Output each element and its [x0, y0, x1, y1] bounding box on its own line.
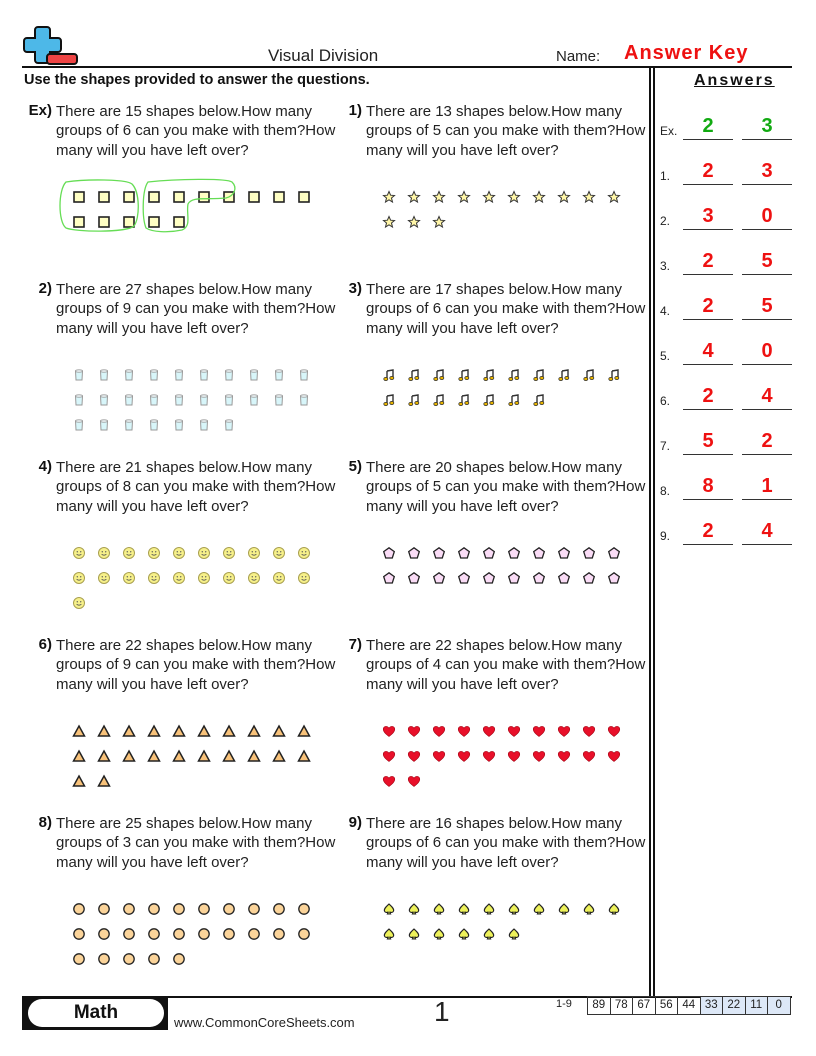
answers-title: Answers: [694, 72, 775, 89]
answer-row: [660, 155, 800, 185]
circle-icon: [116, 896, 141, 921]
music-note-icon: [576, 362, 601, 387]
answer-groups: 8: [683, 473, 733, 500]
spade-icon: [526, 896, 551, 921]
circle-icon: [66, 921, 91, 946]
answer-label: 4.: [660, 304, 671, 318]
answer-row: [660, 335, 800, 365]
triangle-icon: [66, 768, 91, 793]
answer-left-over: 5: [742, 248, 792, 275]
smiley-icon: [216, 540, 241, 565]
heart-icon: [551, 718, 576, 743]
triangle-icon: [91, 768, 116, 793]
answer-label: 2.: [660, 214, 671, 228]
group-outline: [56, 178, 266, 234]
answer-row: [660, 245, 800, 275]
circle-icon: [66, 946, 91, 971]
smiley-icon: [266, 565, 291, 590]
heart-icon: [576, 743, 601, 768]
cup-icon: [241, 362, 266, 387]
answer-left-over: 0: [742, 203, 792, 230]
triangle-icon: [241, 743, 266, 768]
spade-icon: [576, 896, 601, 921]
spade-icon: [601, 896, 626, 921]
spade-icon: [426, 896, 451, 921]
score-cell: 44: [678, 997, 701, 1014]
shape-grid: [66, 362, 326, 437]
smiley-icon: [291, 565, 316, 590]
pentagon-icon: [576, 540, 601, 565]
answer-left-over: 3: [742, 113, 792, 140]
heart-icon: [501, 743, 526, 768]
answer-label: 1.: [660, 169, 671, 183]
heart-icon: [551, 743, 576, 768]
music-note-icon: [526, 387, 551, 412]
pentagon-icon: [401, 565, 426, 590]
cup-icon: [266, 362, 291, 387]
star-icon: [451, 184, 476, 209]
heart-icon: [476, 718, 501, 743]
shape-grid: [376, 184, 636, 234]
smiley-icon: [191, 540, 216, 565]
music-note-icon: [476, 362, 501, 387]
music-note-icon: [376, 387, 401, 412]
cup-icon: [166, 387, 191, 412]
question-text: There are 17 shapes below.How many groups of 6 can you make with them?How many will you have left over?: [366, 281, 646, 337]
circle-icon: [216, 921, 241, 946]
pentagon-icon: [551, 565, 576, 590]
answer-label: 6.: [660, 394, 671, 408]
score-cell: 56: [656, 997, 679, 1014]
pentagon-icon: [476, 540, 501, 565]
question-text: There are 22 shapes below.How many groups of 9 can you make with them?How many will you have left over?: [56, 637, 336, 693]
cup-icon: [91, 362, 116, 387]
music-note-icon: [451, 362, 476, 387]
spade-icon: [426, 921, 451, 946]
smiley-icon: [141, 540, 166, 565]
heart-icon: [401, 768, 426, 793]
answer-left-over: 1: [742, 473, 792, 500]
spade-icon: [376, 896, 401, 921]
cup-icon: [216, 387, 241, 412]
triangle-icon: [291, 743, 316, 768]
heart-icon: [401, 718, 426, 743]
smiley-icon: [116, 565, 141, 590]
star-icon: [426, 184, 451, 209]
score-range-label: 1-9: [556, 998, 572, 1010]
music-note-icon: [376, 362, 401, 387]
triangle-icon: [216, 743, 241, 768]
smiley-icon: [291, 540, 316, 565]
answer-groups: 2: [683, 383, 733, 410]
score-cell: 0: [768, 997, 791, 1014]
answer-row: [660, 425, 800, 455]
answer-left-over: 5: [742, 293, 792, 320]
triangle-icon: [166, 718, 191, 743]
answer-left-over: 0: [742, 338, 792, 365]
triangle-icon: [116, 718, 141, 743]
spade-icon: [451, 896, 476, 921]
smiley-icon: [191, 565, 216, 590]
answer-groups: 4: [683, 338, 733, 365]
pentagon-icon: [601, 565, 626, 590]
circle-icon: [141, 946, 166, 971]
smiley-icon: [216, 565, 241, 590]
answer-label: 9.: [660, 529, 671, 543]
cup-icon: [91, 412, 116, 437]
cup-icon: [216, 412, 241, 437]
plus-minus-logo-icon: [22, 25, 80, 67]
smiley-icon: [166, 565, 191, 590]
smiley-icon: [166, 540, 191, 565]
score-cell: 22: [723, 997, 746, 1014]
music-note-icon: [401, 362, 426, 387]
score-table: [587, 996, 791, 1015]
cup-icon: [191, 362, 216, 387]
heart-icon: [476, 743, 501, 768]
triangle-icon: [66, 718, 91, 743]
pentagon-icon: [501, 565, 526, 590]
music-note-icon: [601, 362, 626, 387]
question-number: Ex): [28, 102, 52, 119]
circle-icon: [91, 896, 116, 921]
question-text: There are 21 shapes below.How many groups of 8 can you make with them?How many will you have left over?: [56, 459, 336, 515]
page-number: 1: [434, 996, 450, 1027]
worksheet-title: Visual Division: [268, 46, 379, 65]
name-label: Name:: [556, 48, 601, 65]
cup-icon: [116, 412, 141, 437]
triangle-icon: [141, 718, 166, 743]
smiley-icon: [116, 540, 141, 565]
answer-label: 3.: [660, 259, 671, 273]
star-icon: [401, 184, 426, 209]
answer-left-over: 2: [742, 428, 792, 455]
spade-icon: [451, 921, 476, 946]
pentagon-icon: [551, 540, 576, 565]
cup-icon: [66, 387, 91, 412]
pentagon-icon: [401, 540, 426, 565]
circle-icon: [241, 921, 266, 946]
question-text: There are 13 shapes below.How many groups of 5 can you make with them?How many will you have left over?: [366, 103, 646, 159]
triangle-icon: [141, 743, 166, 768]
star-icon: [576, 184, 601, 209]
triangle-icon: [266, 743, 291, 768]
pentagon-icon: [476, 565, 501, 590]
circle-icon: [291, 896, 316, 921]
circle-icon: [166, 946, 191, 971]
pentagon-icon: [376, 565, 401, 590]
name-value: Answer Key: [624, 42, 749, 64]
question-number: 8): [38, 814, 52, 831]
cup-icon: [291, 362, 316, 387]
shape-grid: [66, 540, 326, 615]
square-icon: [291, 184, 316, 209]
smiley-icon: [266, 540, 291, 565]
triangle-icon: [91, 718, 116, 743]
star-icon: [376, 209, 401, 234]
triangle-icon: [241, 718, 266, 743]
heart-icon: [376, 718, 401, 743]
star-icon: [376, 184, 401, 209]
heart-icon: [526, 743, 551, 768]
cup-icon: [116, 387, 141, 412]
triangle-icon: [216, 718, 241, 743]
instructions: Use the shapes provided to answer the questions.: [24, 72, 370, 88]
circle-icon: [216, 896, 241, 921]
score-cell: 33: [701, 997, 724, 1014]
smiley-icon: [91, 565, 116, 590]
spade-icon: [476, 921, 501, 946]
heart-icon: [576, 718, 601, 743]
pentagon-icon: [501, 540, 526, 565]
cup-icon: [91, 387, 116, 412]
triangle-icon: [66, 743, 91, 768]
answer-row: [660, 200, 800, 230]
circle-icon: [66, 896, 91, 921]
pentagon-icon: [576, 565, 601, 590]
spade-icon: [376, 921, 401, 946]
circle-icon: [166, 896, 191, 921]
star-icon: [501, 184, 526, 209]
circle-icon: [91, 921, 116, 946]
triangle-icon: [191, 743, 216, 768]
question-number: 7): [348, 636, 362, 653]
music-note-icon: [501, 387, 526, 412]
circle-icon: [266, 896, 291, 921]
answer-row: [660, 380, 800, 410]
smiley-icon: [241, 540, 266, 565]
answer-row: [660, 290, 800, 320]
spade-icon: [401, 896, 426, 921]
answers-divider-inner: [653, 67, 655, 997]
answer-groups: 5: [683, 428, 733, 455]
question-number: 3): [348, 280, 362, 297]
star-icon: [426, 209, 451, 234]
score-cell: 78: [611, 997, 634, 1014]
heart-icon: [451, 743, 476, 768]
triangle-icon: [266, 718, 291, 743]
cup-icon: [266, 387, 291, 412]
shape-grid: [376, 718, 636, 793]
answer-row: [660, 515, 800, 545]
heart-icon: [526, 718, 551, 743]
circle-icon: [116, 921, 141, 946]
heart-icon: [601, 743, 626, 768]
cup-icon: [241, 387, 266, 412]
header-divider: [22, 66, 792, 68]
cup-icon: [166, 362, 191, 387]
circle-icon: [191, 921, 216, 946]
cup-icon: [141, 412, 166, 437]
question-text: There are 27 shapes below.How many groups of 9 can you make with them?How many will you have left over?: [56, 281, 336, 337]
heart-icon: [601, 718, 626, 743]
triangle-icon: [116, 743, 141, 768]
triangle-icon: [191, 718, 216, 743]
question-text: There are 16 shapes below.How many groups of 6 can you make with them?How many will you have left over?: [366, 815, 646, 871]
star-icon: [551, 184, 576, 209]
smiley-icon: [141, 565, 166, 590]
pentagon-icon: [601, 540, 626, 565]
star-icon: [526, 184, 551, 209]
pentagon-icon: [376, 540, 401, 565]
triangle-icon: [166, 743, 191, 768]
spade-icon: [551, 896, 576, 921]
music-note-icon: [426, 362, 451, 387]
cup-icon: [166, 412, 191, 437]
answer-groups: 2: [683, 293, 733, 320]
smiley-icon: [66, 540, 91, 565]
shape-grid: [376, 896, 636, 946]
question-number: 6): [38, 636, 52, 653]
pentagon-icon: [451, 540, 476, 565]
answer-groups: 2: [683, 248, 733, 275]
answer-label: 8.: [660, 484, 671, 498]
heart-icon: [426, 743, 451, 768]
spade-icon: [401, 921, 426, 946]
music-note-icon: [476, 387, 501, 412]
question-text: There are 22 shapes below.How many groups of 4 can you make with them?How many will you have left over?: [366, 637, 646, 693]
pentagon-icon: [426, 540, 451, 565]
pentagon-icon: [526, 540, 551, 565]
pentagon-icon: [451, 565, 476, 590]
question-number: 2): [38, 280, 52, 297]
circle-icon: [191, 896, 216, 921]
shape-grid: [376, 362, 636, 412]
cup-icon: [216, 362, 241, 387]
smiley-icon: [241, 565, 266, 590]
pentagon-icon: [526, 565, 551, 590]
circle-icon: [266, 921, 291, 946]
circle-icon: [166, 921, 191, 946]
heart-icon: [401, 743, 426, 768]
question-number: 1): [348, 102, 362, 119]
music-note-icon: [451, 387, 476, 412]
circle-icon: [141, 921, 166, 946]
pentagon-icon: [426, 565, 451, 590]
question-text: There are 20 shapes below.How many groups of 5 can you make with them?How many will you have left over?: [366, 459, 646, 515]
cup-icon: [191, 387, 216, 412]
answer-row: [660, 110, 800, 140]
heart-icon: [376, 768, 401, 793]
cup-icon: [141, 362, 166, 387]
score-cell: 67: [633, 997, 656, 1014]
answer-label: Ex.: [660, 124, 678, 138]
answer-label: 5.: [660, 349, 671, 363]
star-icon: [401, 209, 426, 234]
music-note-icon: [551, 362, 576, 387]
score-cell: 11: [746, 997, 769, 1014]
music-note-icon: [401, 387, 426, 412]
cup-icon: [291, 387, 316, 412]
smiley-icon: [66, 565, 91, 590]
spade-icon: [501, 921, 526, 946]
music-note-icon: [501, 362, 526, 387]
site-url: www.CommonCoreSheets.com: [174, 1015, 355, 1030]
answer-groups: 2: [683, 158, 733, 185]
cup-icon: [66, 362, 91, 387]
circle-icon: [241, 896, 266, 921]
triangle-icon: [91, 743, 116, 768]
question-number: 5): [348, 458, 362, 475]
heart-icon: [376, 743, 401, 768]
cup-icon: [141, 387, 166, 412]
question-text: There are 15 shapes below.How many groups of 6 can you make with them?How many will you have left over?: [56, 103, 336, 159]
heart-icon: [451, 718, 476, 743]
smiley-icon: [66, 590, 91, 615]
smiley-icon: [91, 540, 116, 565]
spade-icon: [476, 896, 501, 921]
square-icon: [266, 184, 291, 209]
circle-icon: [116, 946, 141, 971]
heart-icon: [501, 718, 526, 743]
star-icon: [601, 184, 626, 209]
answer-groups: 2: [683, 113, 733, 140]
answer-groups: 3: [683, 203, 733, 230]
answer-label: 7.: [660, 439, 671, 453]
spade-icon: [501, 896, 526, 921]
score-cell: 89: [588, 997, 611, 1014]
answer-left-over: 3: [742, 158, 792, 185]
question-number: 9): [348, 814, 362, 831]
shape-grid: [66, 718, 326, 793]
star-icon: [476, 184, 501, 209]
circle-icon: [291, 921, 316, 946]
circle-icon: [141, 896, 166, 921]
circle-icon: [91, 946, 116, 971]
shape-grid: [66, 896, 326, 971]
cup-icon: [116, 362, 141, 387]
triangle-icon: [291, 718, 316, 743]
answer-groups: 2: [683, 518, 733, 545]
heart-icon: [426, 718, 451, 743]
shape-grid: [376, 540, 636, 590]
answer-left-over: 4: [742, 518, 792, 545]
answer-left-over: 4: [742, 383, 792, 410]
question-text: There are 25 shapes below.How many groups of 3 can you make with them?How many will you have left over?: [56, 815, 336, 871]
subject-badge: Math: [28, 999, 164, 1027]
cup-icon: [66, 412, 91, 437]
question-number: 4): [38, 458, 52, 475]
answer-row: [660, 470, 800, 500]
cup-icon: [191, 412, 216, 437]
music-note-icon: [426, 387, 451, 412]
music-note-icon: [526, 362, 551, 387]
